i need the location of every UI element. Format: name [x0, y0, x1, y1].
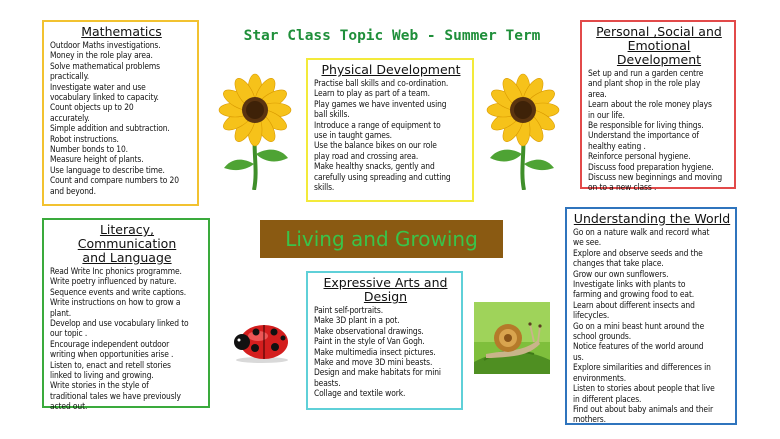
expressive-arts-box	[306, 271, 463, 410]
pse-heading	[588, 25, 730, 67]
list-item: Make multimedia insect pictures.	[314, 346, 436, 357]
list-item: Use language to describe time.	[50, 164, 165, 175]
list-item: and plant shop in the role play	[588, 78, 701, 89]
list-item: Count objects up to 20	[50, 102, 134, 113]
list-item: school grounds.	[573, 331, 632, 342]
list-item: Write stories in the style of	[50, 380, 149, 391]
list-item: farming and growing food to eat.	[573, 289, 695, 300]
list-item: our topic .	[50, 328, 88, 339]
list-item: practically.	[50, 71, 90, 82]
list-item: lifecycles.	[573, 310, 610, 321]
expressive-heading-line2: Design	[363, 289, 408, 304]
literacy-heading-line2: and Language	[82, 250, 172, 265]
list-item: Make healthy snacks, gently and	[314, 161, 435, 172]
list-item: plant.	[50, 307, 72, 318]
list-item: Count and compare numbers to 20	[50, 175, 179, 186]
pse-list	[588, 68, 730, 193]
list-item: Measure height of plants.	[50, 154, 144, 165]
list-item: Write instructions on how to grow a	[50, 297, 181, 308]
list-item: in different places.	[573, 393, 642, 404]
list-item: Go on a mini beast hunt around the	[573, 320, 705, 331]
list-item: Learn about different insects and	[573, 299, 695, 310]
list-item: traditional tales we have previously	[50, 390, 181, 401]
list-item: linked to living and growing.	[50, 370, 154, 381]
list-item: Listen to stories about people that live	[573, 383, 715, 394]
expressive-list	[314, 305, 457, 399]
list-item: carefully using spreading and cutting	[314, 171, 451, 182]
pse-box	[580, 20, 736, 193]
list-item: vocabulary linked to capacity.	[50, 92, 159, 103]
sunflower-icon	[480, 72, 566, 190]
world-heading: Understanding the World	[573, 211, 731, 226]
list-item: Make and move 3D mini beasts.	[314, 357, 433, 368]
list-item: area.	[588, 88, 607, 99]
list-item: Paint in the style of Van Gogh.	[314, 336, 425, 347]
world-list	[573, 227, 731, 425]
list-item: Introduce a range of equipment to	[314, 119, 441, 130]
page-title: Star Class Topic Web - Summer Term	[243, 28, 541, 44]
list-item: on to a new class .	[588, 182, 657, 193]
list-item: Discuss new beginnings and moving	[588, 172, 723, 183]
list-item: Practise ball skills and co-ordination.	[314, 78, 449, 88]
list-item: Make observational drawings.	[314, 325, 424, 336]
literacy-heading	[50, 223, 204, 265]
list-item: Paint self-portraits.	[314, 305, 383, 315]
theme-banner: Living and Growing	[260, 220, 503, 258]
list-item: changes that take place.	[573, 258, 664, 269]
list-item: and beyond.	[50, 185, 96, 196]
list-item: Simple addition and subtraction.	[50, 123, 170, 134]
list-item: Investigate links with plants to	[573, 279, 686, 290]
list-item: Write poetry influenced by nature.	[50, 276, 177, 287]
expressive-heading	[314, 276, 457, 304]
physical-development-box	[306, 58, 474, 202]
list-item: writing when opportunities arise .	[50, 349, 174, 360]
list-item: Discuss food preparation hygiene.	[588, 161, 714, 172]
list-item: Solve mathematical problems	[50, 60, 160, 71]
list-item: Explore similarities and differences in	[573, 362, 711, 373]
list-item: Set up and run a garden centre	[588, 68, 704, 78]
list-item: Learn about the role money plays	[588, 99, 712, 110]
list-item: Number bonds to 10.	[50, 144, 128, 155]
list-item: Design and make habitats for mini	[314, 367, 441, 378]
understanding-world-box	[565, 207, 737, 425]
list-item: us.	[573, 351, 584, 362]
list-item: we see.	[573, 237, 602, 248]
list-item: acted out.	[50, 401, 88, 412]
list-item: Listen to, enact and retell stories	[50, 359, 171, 370]
literacy-list	[50, 266, 204, 412]
list-item: use in taught games.	[314, 130, 392, 141]
list-item: mothers.	[573, 414, 606, 425]
list-item: Be responsible for living things.	[588, 120, 704, 131]
physical-heading: Physical Development	[321, 62, 461, 77]
list-item: Develop and use vocabulary linked to	[50, 318, 189, 329]
list-item: beasts.	[314, 377, 341, 388]
list-item: Collage and textile work.	[314, 388, 406, 399]
list-item: Sequence events and write captions.	[50, 286, 187, 297]
list-item: Go on a nature walk and record what	[573, 227, 710, 237]
expressive-heading-line1: Expressive Arts and	[323, 275, 448, 290]
list-item: Understand the importance of	[588, 130, 699, 141]
ladybird-icon	[228, 316, 296, 364]
list-item: accurately.	[50, 112, 90, 123]
list-item: Read Write Inc phonics programme.	[50, 266, 182, 276]
literacy-heading-line1: Literacy, Communication	[77, 222, 177, 251]
pse-heading-line2: Emotional Development	[616, 38, 702, 67]
list-item: Find out about baby animals and their	[573, 403, 713, 414]
pse-heading-line1: Personal ,Social and	[596, 24, 722, 39]
list-item: skills.	[314, 182, 335, 193]
list-item: Grow our own sunflowers.	[573, 268, 669, 279]
list-item: Make 3D plant in a pot.	[314, 315, 400, 326]
list-item: Explore and observe seeds and the	[573, 247, 703, 258]
mathematics-box	[42, 20, 199, 206]
sunflower-icon	[212, 72, 298, 190]
mathematics-list	[50, 40, 193, 196]
list-item: Play games we have invented using	[314, 98, 447, 109]
list-item: Encourage independent outdoor	[50, 338, 170, 349]
list-item: in our life.	[588, 109, 625, 120]
literacy-box	[42, 218, 210, 412]
list-item: healthy eating .	[588, 140, 646, 151]
list-item: play road and crossing area.	[314, 150, 419, 161]
list-item: Notice features of the world around	[573, 341, 704, 352]
snail-icon	[474, 302, 550, 374]
list-item: Investigate water and use	[50, 81, 146, 92]
list-item: Money in the role play area.	[50, 50, 153, 61]
list-item: environments.	[573, 372, 626, 383]
list-item: Learn to play as part of a team.	[314, 88, 430, 99]
list-item: Use the balance bikes on our role	[314, 140, 437, 151]
mathematics-heading: Mathematics	[81, 24, 162, 39]
list-item: Robot instructions.	[50, 133, 119, 144]
list-item: ball skills.	[314, 109, 350, 120]
list-item: Outdoor Maths investigations.	[50, 40, 161, 50]
list-item: Reinforce personal hygiene.	[588, 151, 691, 162]
physical-list	[314, 78, 468, 192]
